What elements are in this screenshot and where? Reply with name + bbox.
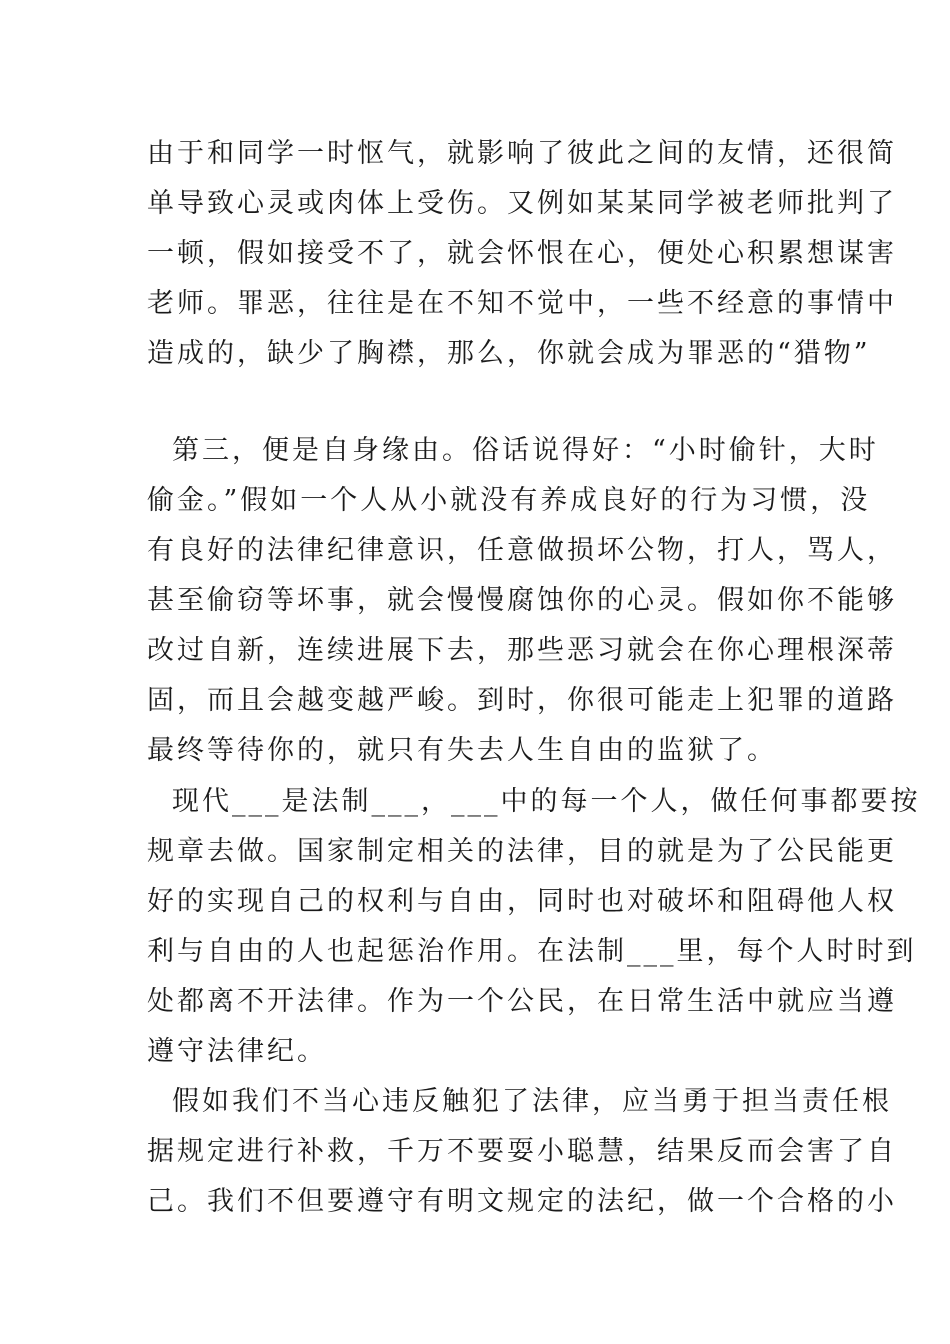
text-line: 遵守法律纪。 (147, 1036, 327, 1067)
paragraph-first-line: 第三，便是自身缘由。俗话说得好：“小时偷针，大时 (172, 435, 879, 466)
text-line: 老师。罪恶，往往是在不知不觉中，一些不经意的事情中 (147, 288, 897, 319)
text-line: 单导致心灵或肉体上受伤。又例如某某同学被老师批判了 (147, 188, 897, 219)
text-line: 改过自新，连续进展下去，那些恶习就会在你心理根深蒂 (147, 635, 897, 666)
text-line: 最终等待你的，就只有失去人生自由的监狱了。 (147, 735, 777, 766)
text-line: 利与自由的人也起惩治作用。在法制___里，每个人时时到 (147, 936, 917, 967)
text-line: 规章去做。国家制定相关的法律，目的就是为了公民能更 (147, 836, 897, 867)
text-line: 偷金。”假如一个人从小就没有养成良好的行为习惯，没 (147, 485, 871, 516)
text-line: 处都离不开法律。作为一个公民，在日常生活中就应当遵 (147, 986, 897, 1017)
text-line: 好的实现自己的权利与自由，同时也对破坏和阻碍他人权 (147, 886, 897, 917)
text-line: 固，而且会越变越严峻。到时，你很可能走上犯罪的道路 (147, 685, 897, 716)
text-line: 一顿，假如接受不了，就会怀恨在心，便处心积累想谋害 (147, 238, 897, 269)
text-line: 甚至偷窃等坏事，就会慢慢腐蚀你的心灵。假如你不能够 (147, 585, 897, 616)
text-line: 据规定进行补救，千万不要耍小聪慧，结果反而会害了自 (147, 1136, 897, 1167)
text-line: 己。我们不但要遵守有明文规定的法纪，做一个合格的小 (147, 1186, 897, 1217)
paragraph-first-line: 假如我们不当心违反触犯了法律，应当勇于担当责任根 (172, 1086, 892, 1117)
text-line: 有良好的法律纪律意识，任意做损坏公物，打人，骂人， (147, 535, 897, 566)
text-line: 由于和同学一时怄气，就影响了彼此之间的友情，还很简 (147, 138, 897, 169)
text-line: 造成的，缺少了胸襟，那么，你就会成为罪恶的“猎物” (147, 338, 871, 369)
paragraph-first-line: 现代___是法制___，___中的每一个人，做任何事都要按 (172, 786, 921, 817)
